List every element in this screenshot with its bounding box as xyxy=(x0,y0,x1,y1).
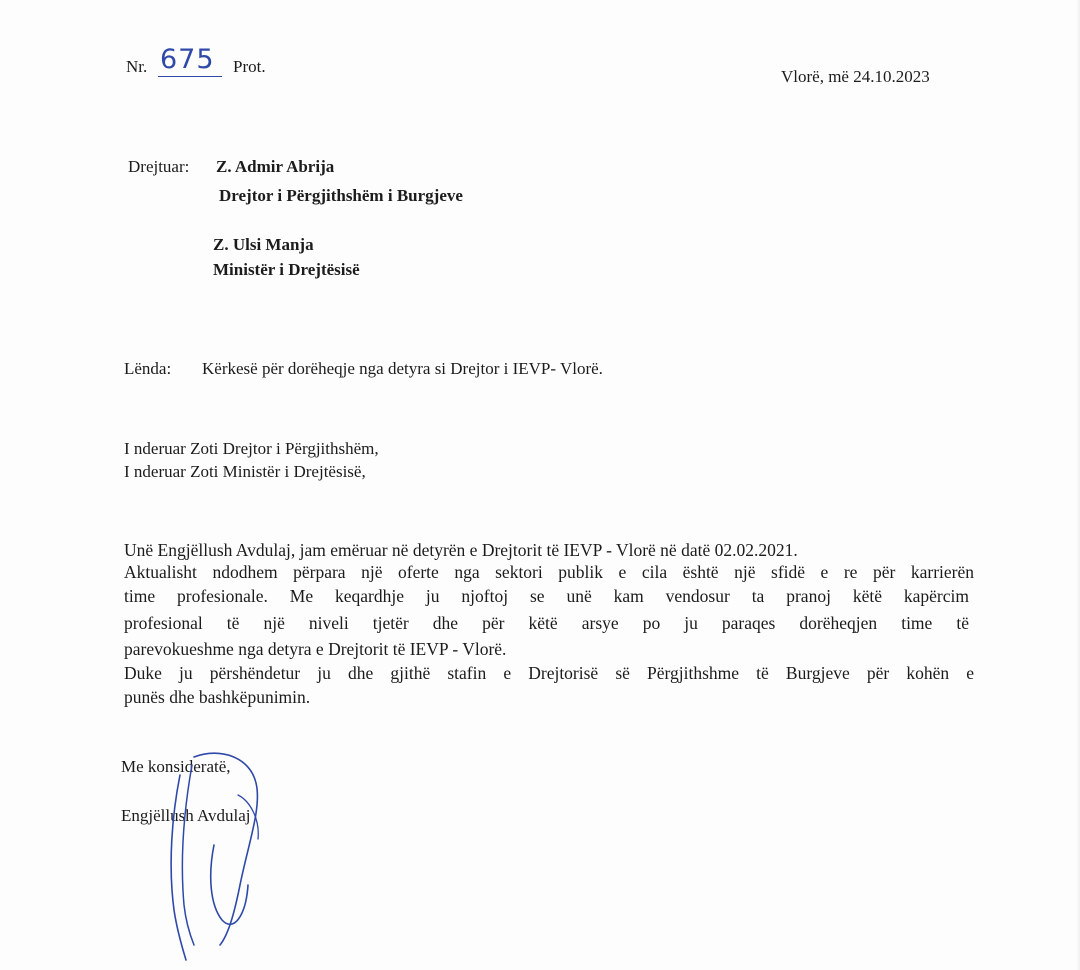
addressee-1-title: Drejtor i Përgjithshëm i Burgjeve xyxy=(219,186,463,205)
protocol-number-label: Nr. xyxy=(126,57,148,76)
body-line-5: parevokueshme nga detyra e Drejtorit të IEVP - Vlorë. xyxy=(124,639,507,659)
salutation-line-2: I nderuar Zoti Ministër i Drejtësisë, xyxy=(124,462,366,481)
protocol-number-handwritten: 675 xyxy=(160,44,215,75)
addressee-2-name: Z. Ulsi Manja xyxy=(213,235,314,254)
signer-name: Engjëllush Avdulaj xyxy=(121,806,251,825)
subject-text: Kërkesë për dorëheqje nga detyra si Drejtor i IEVP- Vlorë. xyxy=(202,359,603,378)
body-line-6: Duke ju përshëndetur ju dhe gjithë stafin e Drejtorisë së Përgjithshme të Burgjeve për kohën e xyxy=(124,663,974,683)
scan-edge-shadow xyxy=(1076,0,1080,970)
body-line-3: time profesionale. Me keqardhje ju njoftoj se unë kam vendosur ta pranoj këtë kapërcim xyxy=(124,586,969,606)
addressee-label: Drejtuar: xyxy=(128,157,190,176)
body-line-1: Unë Engjëllush Avdulaj, jam emëruar në detyrën e Drejtorit të IEVP - Vlorë në datë 02.02.2021. xyxy=(124,540,798,560)
subject-label: Lënda: xyxy=(124,359,172,378)
body-line-4: profesional të një niveli tjetër dhe për këtë arsye po ju paraqes dorëheqjen time të xyxy=(124,613,969,633)
closing-regards: Me konsideratë, xyxy=(121,757,231,776)
place-date: Vlorë, më 24.10.2023 xyxy=(781,67,930,86)
protocol-number-underline xyxy=(158,76,222,77)
addressee-2-title: Ministër i Drejtësisë xyxy=(213,260,360,279)
salutation-line-1: I nderuar Zoti Drejtor i Përgjithshëm, xyxy=(124,439,379,458)
handwritten-signature xyxy=(150,735,290,965)
addressee-1-name: Z. Admir Abrija xyxy=(216,157,335,176)
body-line-7: punës dhe bashkëpunimin. xyxy=(124,687,311,707)
protocol-label: Prot. xyxy=(233,57,266,76)
body-line-2: Aktualisht ndodhem përpara një oferte nga sektori publik e cila është një sfidë e re për karrierën xyxy=(124,562,974,582)
